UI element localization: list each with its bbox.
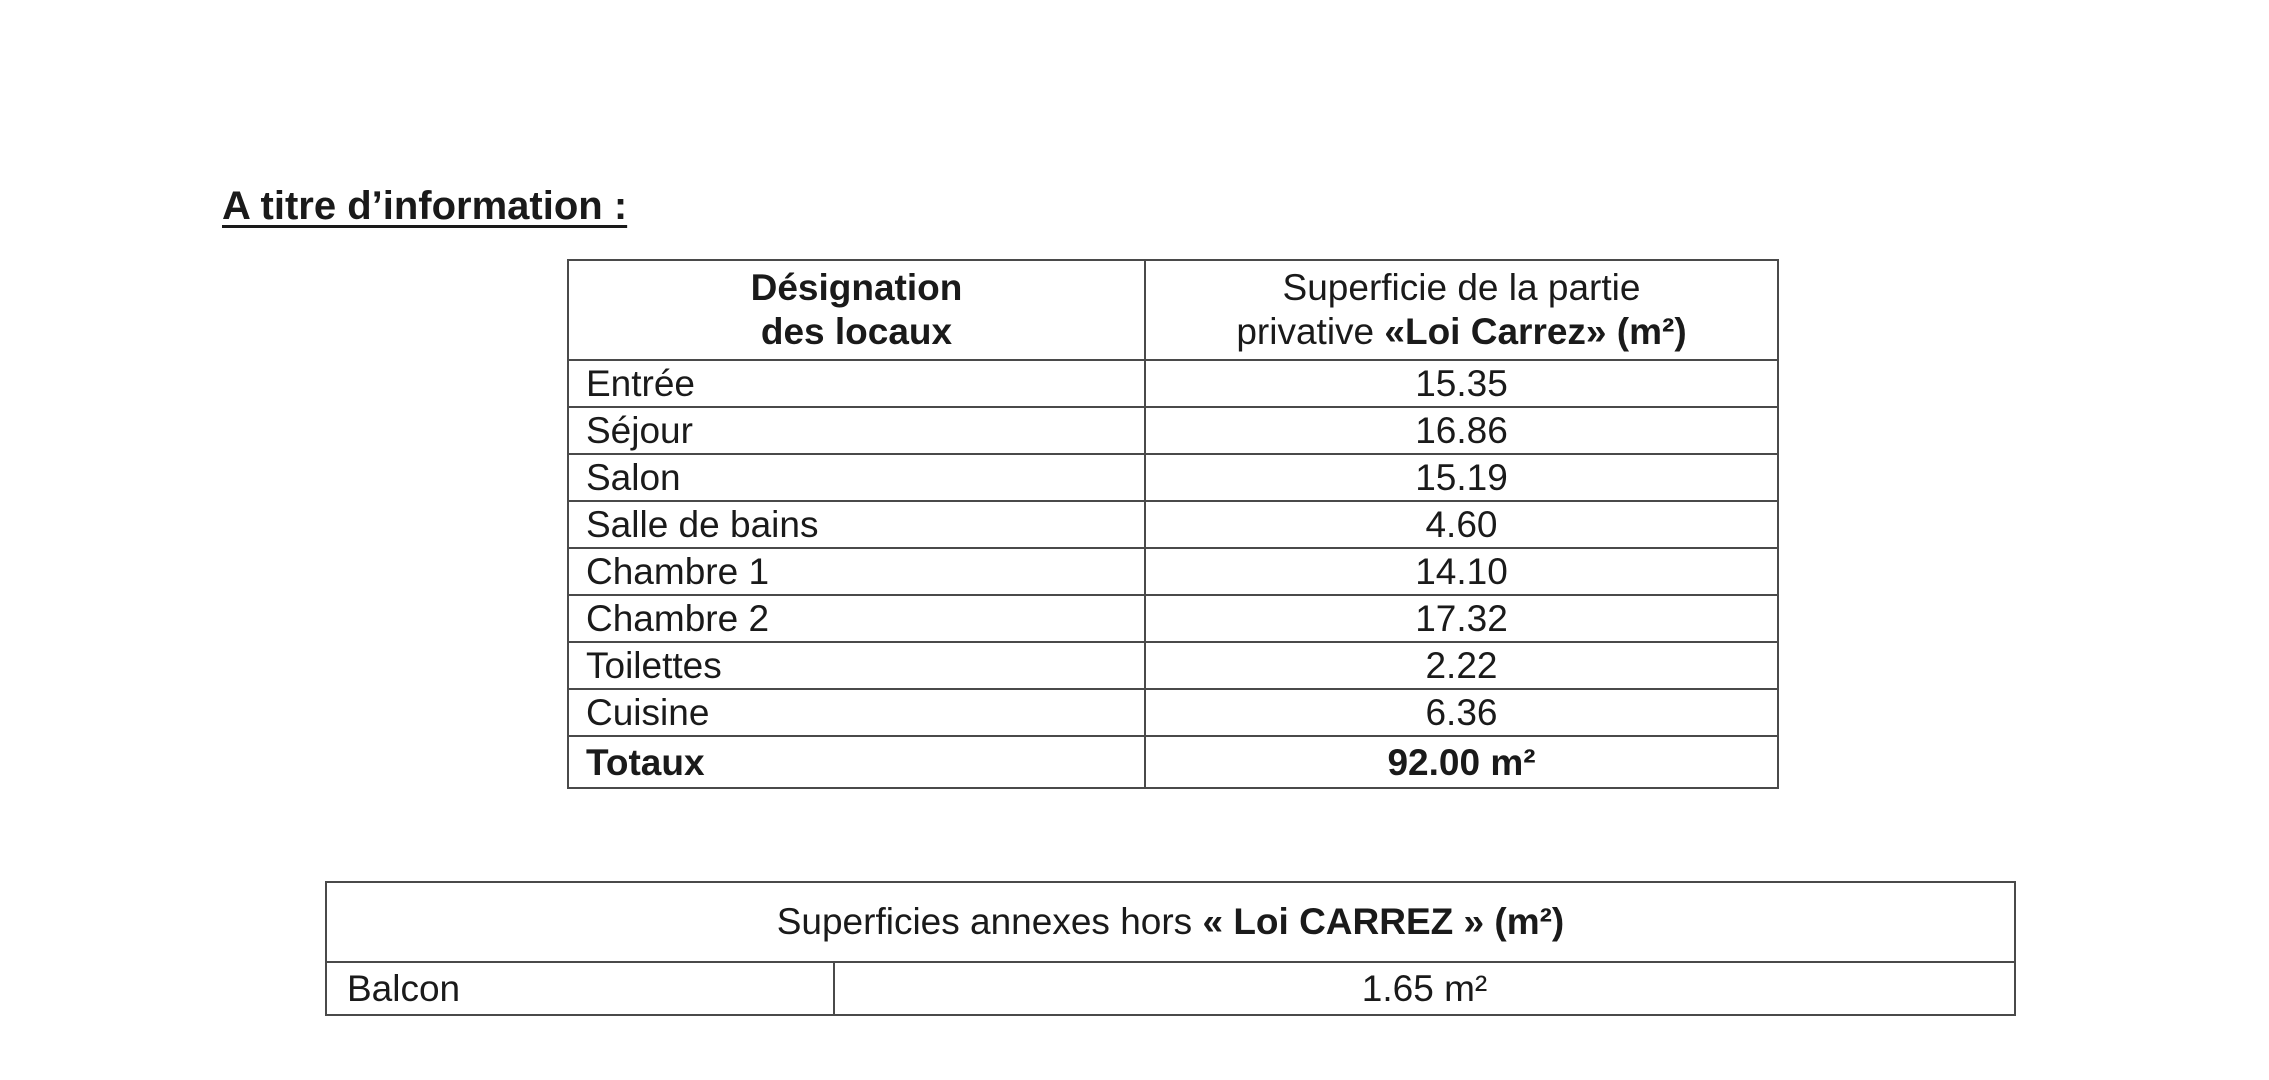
room-name: Salle de bains: [568, 501, 1145, 548]
annex-label: Balcon: [326, 962, 834, 1015]
surface-column-header: [1145, 260, 1778, 360]
room-name: Toilettes: [568, 642, 1145, 689]
annex-surface-table: [325, 881, 2016, 1016]
annex-header-row: [326, 882, 2015, 962]
room-name: Salon: [568, 454, 1145, 501]
room-area: 16.86: [1145, 407, 1778, 454]
annex-header-bold: « Loi CARREZ »: [1202, 901, 1485, 942]
table-row: [568, 454, 1778, 501]
table-row: [568, 595, 1778, 642]
surface-header-line2-suffix: (m²): [1606, 311, 1687, 352]
designation-header-line1: Désignation: [750, 267, 963, 308]
annex-header-prefix: Superficies annexes hors: [776, 901, 1203, 942]
room-name: Chambre 1: [568, 548, 1145, 595]
table-row: [568, 407, 1778, 454]
table-header-row: [568, 260, 1778, 360]
table-row: [568, 501, 1778, 548]
room-name: Chambre 2: [568, 595, 1145, 642]
total-row: [568, 736, 1778, 788]
room-name: Cuisine: [568, 689, 1145, 736]
room-area: 15.35: [1145, 360, 1778, 407]
room-area: 2.22: [1145, 642, 1778, 689]
annex-area: 1.65 m²: [834, 962, 2015, 1015]
designation-column-header: [568, 260, 1145, 360]
room-area: 17.32: [1145, 595, 1778, 642]
table-row: [568, 360, 1778, 407]
room-area: 15.19: [1145, 454, 1778, 501]
table-row: [568, 548, 1778, 595]
designation-header-line2: des locaux: [760, 311, 953, 352]
section-heading: A titre d’information :: [222, 184, 628, 228]
total-label: Totaux: [568, 736, 1145, 788]
room-area: 14.10: [1145, 548, 1778, 595]
room-area: 6.36: [1145, 689, 1778, 736]
table-row: [326, 962, 2015, 1015]
total-area: 92.00 m²: [1145, 736, 1778, 788]
room-area: 4.60: [1145, 501, 1778, 548]
table-row: [568, 642, 1778, 689]
annex-header: [326, 882, 2015, 962]
surface-header-line1: Superficie de la partie: [1282, 267, 1641, 308]
annex-header-suffix: (m²): [1484, 901, 1565, 942]
room-name: Séjour: [568, 407, 1145, 454]
table-row: [568, 689, 1778, 736]
surface-header-line2-prefix: privative: [1236, 311, 1385, 352]
carrez-surface-table: [567, 259, 1779, 789]
surface-header-line2-bold: «Loi Carrez»: [1384, 311, 1607, 352]
room-name: Entrée: [568, 360, 1145, 407]
